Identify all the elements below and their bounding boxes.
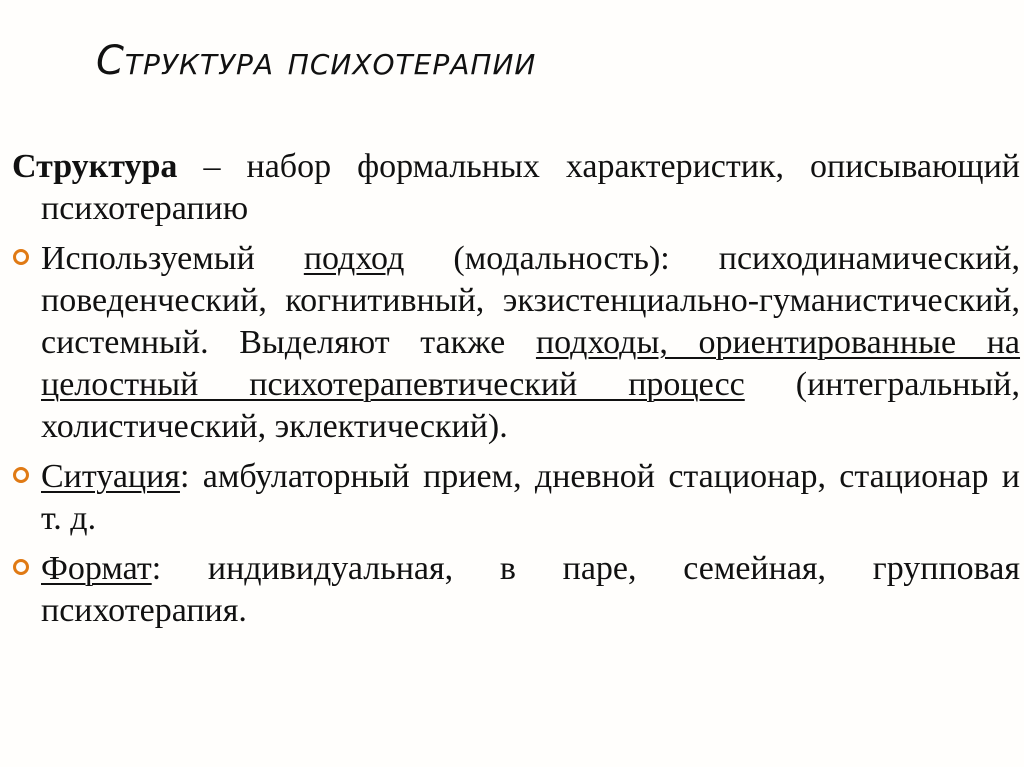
bullet-item-format (12, 548, 1020, 632)
ring-bullet-icon (13, 249, 29, 265)
item-text: (модальность): психодинамический, поведенческий, когнитивный, экзистенциально-гуманистический, системный. Выделяют также (41, 240, 1020, 361)
item-text-underlined: Ситуация (41, 458, 180, 495)
definition-text: – набор формальных характеристик, описывающий психотерапию (41, 148, 1020, 227)
item-text-underlined: Формат (41, 550, 152, 587)
ring-bullet-icon (13, 559, 29, 575)
item-text: : амбулаторный прием, дневной стационар, стационар и т. д. (41, 458, 1020, 537)
slide-title: Структура психотерапии (96, 38, 537, 84)
item-text: : индивидуальная, в паре, семейная, групповая психотерапия. (41, 550, 1020, 629)
bullet-item-situation (12, 456, 1020, 540)
ring-bullet-icon (13, 467, 29, 483)
bullet-item-approach (12, 238, 1020, 448)
item-text: (интегральный, холистический, эклектический). (41, 366, 1020, 445)
item-text-underlined: подходы, ориентированные на целостный психотерапевтический процесс (41, 324, 1021, 403)
item-text: Используемый (41, 240, 304, 277)
definition-term: Структура (12, 148, 178, 185)
definition-paragraph (12, 146, 1020, 230)
slide-body (12, 146, 1020, 640)
item-text-underlined: подход (303, 240, 405, 277)
